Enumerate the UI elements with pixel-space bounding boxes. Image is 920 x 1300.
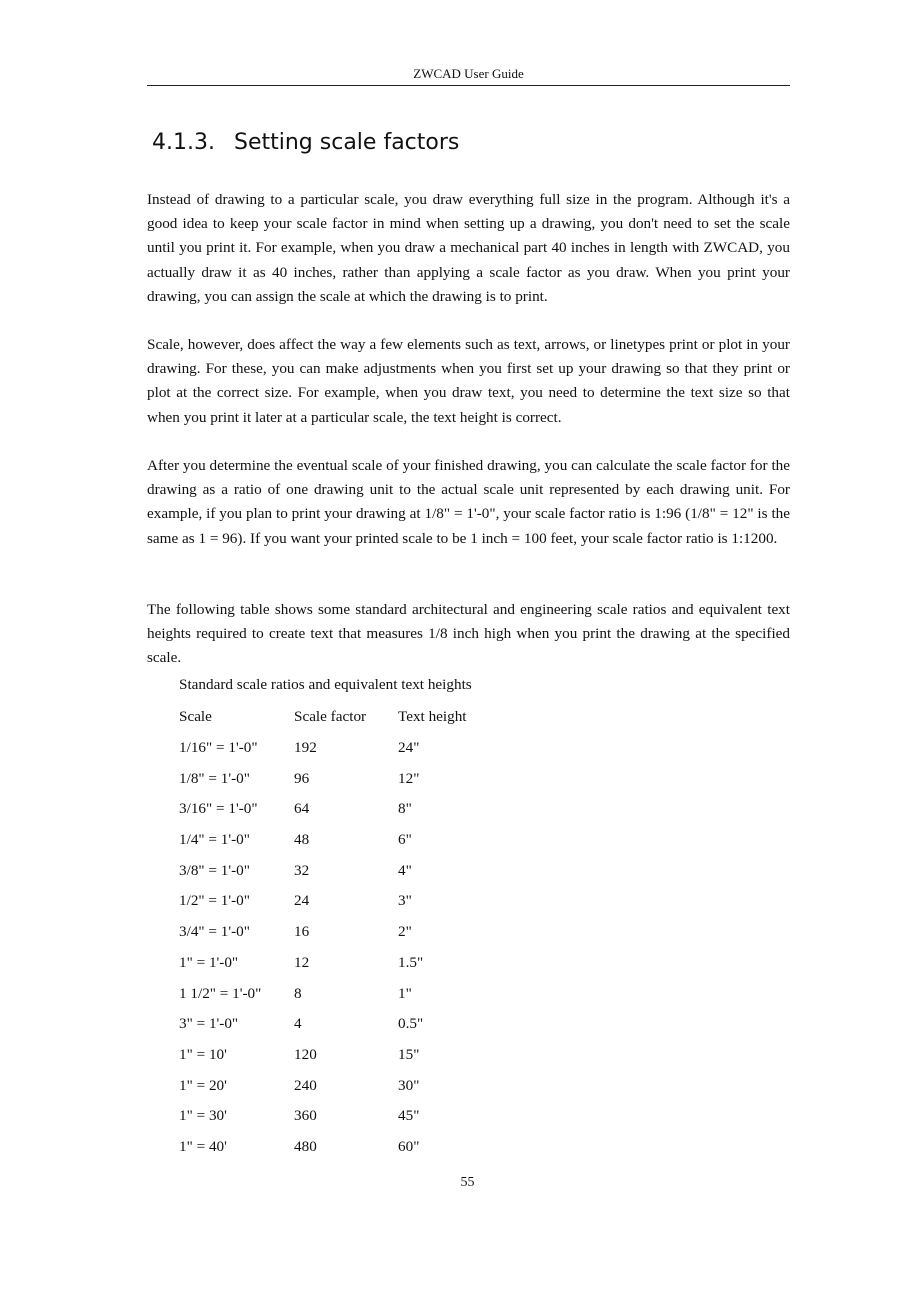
text-height-cell: 12" <box>398 769 420 787</box>
scale-factor-cell: 16 <box>294 923 310 941</box>
scale-factor-cell: 120 <box>294 1045 317 1063</box>
scale-factor-cell: 192 <box>294 739 317 757</box>
scale-cell: 1/8" = 1'-0" <box>179 769 250 787</box>
table-row <box>179 1101 488 1132</box>
table-row <box>179 1009 488 1040</box>
table-row <box>179 978 488 1009</box>
table-row <box>179 763 488 794</box>
scale-cell: 3/16" = 1'-0" <box>179 800 258 818</box>
paragraph-intro: Instead of drawing to a particular scale, you draw everything full size in the program. Although it's a good idea to keep your scale factor in mind when setting up a drawing, you don't need to set the scale until you print it. For example, when you draw a mechanical part 40 inches in length with ZWCAD, you actually draw it as 40 inches, rather than applying a scale factor as you draw. When you print your drawing, you can assign the scale at which the drawing is to print. <box>147 191 790 305</box>
text-height-cell: 3" <box>398 892 412 910</box>
scale-ratio-table <box>179 702 488 1162</box>
text-height-cell: 45" <box>398 1107 420 1125</box>
scale-factor-cell: 96 <box>294 769 310 787</box>
table-row <box>179 1070 488 1101</box>
section-heading <box>152 130 459 155</box>
paragraph-scale-factor-calc: After you determine the eventual scale of your finished drawing, you can calculate the scale factor for the drawing as a ratio of one drawing unit to the actual scale unit represented by each drawing unit. For example, if you plan to print your drawing at 1/8" = 1'-0", your scale factor ratio is 1:96 (1/8" = 12" is the same as 1 = 96). If you want your printed scale to be 1 inch = 100 feet, your scale factor ratio is 1:1200. <box>147 457 790 547</box>
section-title: Setting scale factors <box>234 130 460 155</box>
scale-cell: 3/8" = 1'-0" <box>179 861 250 879</box>
table-row <box>179 948 488 979</box>
paragraph-scale-effects: Scale, however, does affect the way a few elements such as text, arrows, or linetypes print or plot in your drawing. For these, you can make adjustments when you first set up your drawing so that they print or plot at the correct size. For example, when you draw text, you need to determine the text size so that when you print it later at a particular scale, the text height is correct. <box>147 336 790 426</box>
scale-factor-cell: 48 <box>294 831 310 849</box>
table-row <box>179 1040 488 1071</box>
table-row <box>179 825 488 856</box>
column-header-text-height: Text height <box>398 708 467 726</box>
scale-factor-cell: 12 <box>294 953 310 971</box>
scale-cell: 1" = 20' <box>179 1076 227 1094</box>
table-header-row <box>179 702 488 733</box>
scale-cell: 3" = 1'-0" <box>179 1015 239 1033</box>
scale-cell: 1/2" = 1'-0" <box>179 892 250 910</box>
text-height-cell: 2" <box>398 923 412 941</box>
table-row <box>179 886 488 917</box>
text-height-cell: 6" <box>398 831 412 849</box>
scale-factor-cell: 32 <box>294 861 310 879</box>
page-number: 55 <box>460 1175 475 1190</box>
text-height-cell: 0.5" <box>398 1015 424 1033</box>
scale-cell: 1/16" = 1'-0" <box>179 739 258 757</box>
scale-cell: 1" = 30' <box>179 1107 227 1125</box>
scale-factor-cell: 240 <box>294 1076 317 1094</box>
table-row <box>179 794 488 825</box>
scale-cell: 3/4" = 1'-0" <box>179 923 250 941</box>
text-height-cell: 1" <box>398 984 412 1002</box>
table-row <box>179 917 488 948</box>
section-number: 4.1.3. <box>152 130 215 155</box>
text-height-cell: 60" <box>398 1137 420 1155</box>
scale-factor-cell: 480 <box>294 1137 317 1155</box>
text-height-cell: 8" <box>398 800 412 818</box>
page-header: ZWCAD User Guide <box>147 66 790 86</box>
table-row <box>179 1132 488 1163</box>
scale-cell: 1 1/2" = 1'-0" <box>179 984 262 1002</box>
scale-factor-cell: 64 <box>294 800 310 818</box>
paragraph-table-intro: The following table shows some standard architectural and engineering scale ratios and equivalent text heights required to create text that measures 1/8 inch high when you print the drawing at the specified scale. <box>147 601 790 667</box>
scale-cell: 1" = 40' <box>179 1137 227 1155</box>
scale-factor-cell: 4 <box>294 1015 302 1033</box>
scale-factor-cell: 360 <box>294 1107 317 1125</box>
scale-cell: 1" = 10' <box>179 1045 227 1063</box>
text-height-cell: 1.5" <box>398 953 424 971</box>
column-header-scale-factor: Scale factor <box>294 708 367 726</box>
table-caption: Standard scale ratios and equivalent text heights <box>179 676 472 693</box>
scale-cell: 1/4" = 1'-0" <box>179 831 250 849</box>
table-row <box>179 733 488 764</box>
text-height-cell: 15" <box>398 1045 420 1063</box>
text-height-cell: 30" <box>398 1076 420 1094</box>
table-row <box>179 855 488 886</box>
text-height-cell: 4" <box>398 861 412 879</box>
column-header-scale: Scale <box>179 708 212 726</box>
text-height-cell: 24" <box>398 739 420 757</box>
scale-factor-cell: 24 <box>294 892 310 910</box>
scale-cell: 1" = 1'-0" <box>179 953 239 971</box>
scale-factor-cell: 8 <box>294 984 302 1002</box>
